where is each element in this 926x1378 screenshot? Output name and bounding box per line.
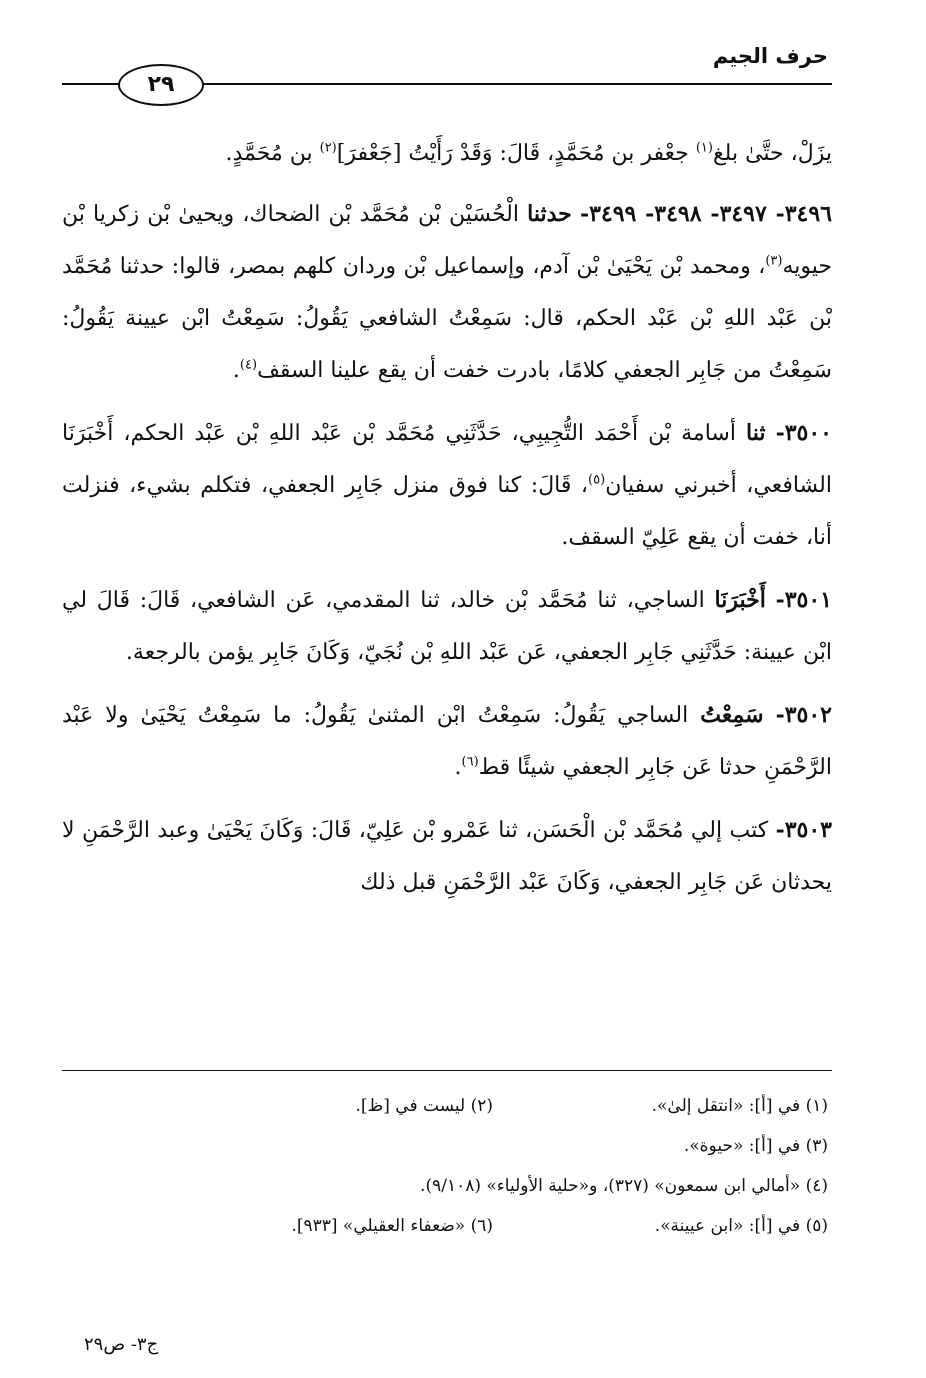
footnote-marker: (٣): [765, 253, 783, 269]
entry-keyword: أَخْبَرَنَا: [714, 587, 766, 613]
footnote-marker: (٤): [239, 357, 258, 373]
footnote-4: (٤) «أمالي ابن سمعون» (٣٢٧)، و«حلية الأولياء» (٩/١٠٨).: [420, 1176, 828, 1196]
page-number: ٢٩: [118, 64, 204, 106]
entry-text: يزَلْ، حتَّىٰ بلغ: [712, 141, 832, 166]
entry-text: ، ومحمد بْن يَحْيَىٰ بْن آدم، وإسماعيل بْن وردان كلهم بمصر، قالوا: حدثنا مُحَمَّد بْن عَبْد اللهِ بْن عَبْد الحكم، قال: سَمِعْتُ الشافعي يَقُولُ: سَمِعْتُ ابْن عيينة يَقُولُ: سَمِعْتُ من جَابِر الجعفي كلامًا، بادرت خفت أن يقع علينا السقف: [62, 254, 832, 383]
entry-text: ، قَالَ: كنا فوق منزل جَابِر الجعفي، فتكلم بشيء، فنزلت أنا، خفت أن يقع عَلِيّ السقف.: [62, 473, 832, 550]
footnote-6: (٦) «ضعفاء العقيلي» [٩٣٣].: [291, 1216, 493, 1236]
entry-number: ٣٥٠١-: [775, 587, 832, 613]
entry-3502: [62, 689, 832, 794]
footnote-rule: [62, 1070, 832, 1071]
entry-text: .: [232, 358, 240, 383]
entry-3500: [62, 407, 832, 564]
entry-text: الساجي يَقُولُ: سَمِعْتُ ابْن المثنىٰ يَقُولُ: ما سَمِعْتُ يَحْيَىٰ ولا عَبْد الرَّحْمَنِ حدثا عَن جَابِر الجعفي شيئًا قط: [62, 703, 832, 780]
footnote-marker: (٦): [461, 754, 479, 770]
entry-continuation: [62, 128, 832, 180]
entry-number: ٣٥٠٠-: [775, 420, 832, 446]
entry-text: كتب إلي مُحَمَّد بْن الْحَسَن، ثنا عَمْرو بْن عَلِيّ، قَالَ: وَكَانَ يَحْيَىٰ وعبد الرَّحْمَنِ لا يحدثان عَن جَابِر الجعفي، وَكَانَ عَبْد الرَّحْمَنِ قبل ذلك: [62, 818, 832, 895]
footnote-1: (١) في [أ]: «انتقل إلىٰ».: [651, 1096, 828, 1116]
footnote-5: (٥) في [أ]: «ابن عيينة».: [654, 1216, 828, 1236]
footnotes: [58, 1086, 828, 1246]
footnote-marker: (٥): [588, 472, 606, 488]
footnote-row: [58, 1206, 828, 1246]
entry-text: الْحُسَيْن بْن مُحَمَّد بْن الضحاك، ويحيىٰ بْن زكريا بْن حيويه: [62, 202, 832, 279]
volume-page-reference: ج٣- ص٢٩: [84, 1334, 159, 1355]
entry-text: الساجي، ثنا مُحَمَّد بْن خالد، ثنا المقدمي، عَن الشافعي، قَالَ: قَالَ لي ابْن عيينة: حَدَّثَنِي جَابِر الجعفي، عَن عَبْد اللهِ بْن نُجَيّ، وَكَانَ جَابِر يؤمن بالرجعة.: [62, 588, 832, 665]
entry-text: جعْفر بن مُحَمَّدٍ، قَالَ: وَقَدْ رَأَيْتُ [جَعْفرَ]: [336, 141, 696, 166]
entry-number: ٣٤٩٦- ٣٤٩٧- ٣٤٩٨- ٣٤٩٩-: [579, 201, 832, 227]
footnote-marker: (١): [695, 140, 713, 156]
entry-keyword: حدثنا: [527, 201, 572, 227]
footnote-row: [58, 1126, 828, 1166]
entry-number: ٣٥٠٣-: [775, 817, 832, 843]
entry-text: بن مُحَمَّدٍ.: [225, 141, 320, 166]
footnote-2: (٢) ليست في [ظ].: [355, 1096, 493, 1116]
entry-3496: [62, 188, 832, 397]
footnote-row: [58, 1086, 828, 1126]
entry-3501: [62, 574, 832, 679]
entry-text: .: [454, 755, 462, 780]
footnote-3: (٣) في [أ]: «حيوة».: [683, 1136, 828, 1156]
main-text: [62, 128, 832, 919]
entry-keyword: ثنا: [746, 420, 766, 446]
entry-number: ٣٥٠٢-: [775, 702, 832, 728]
running-title: حرف الجيم: [712, 44, 828, 68]
footnote-row: [58, 1166, 828, 1206]
entry-3503: [62, 804, 832, 909]
footnote-marker: (٢): [319, 140, 337, 156]
entry-keyword: سَمِعْتُ: [700, 702, 764, 728]
entry-text: أسامة بْن أَحْمَد التُّجِيبِي، حَدَّثَنِي مُحَمَّد بْن عَبْد اللهِ بْن عَبْد الحكم، أَخْبَرَنَا الشافعي، أخبرني سفيان: [62, 421, 832, 498]
